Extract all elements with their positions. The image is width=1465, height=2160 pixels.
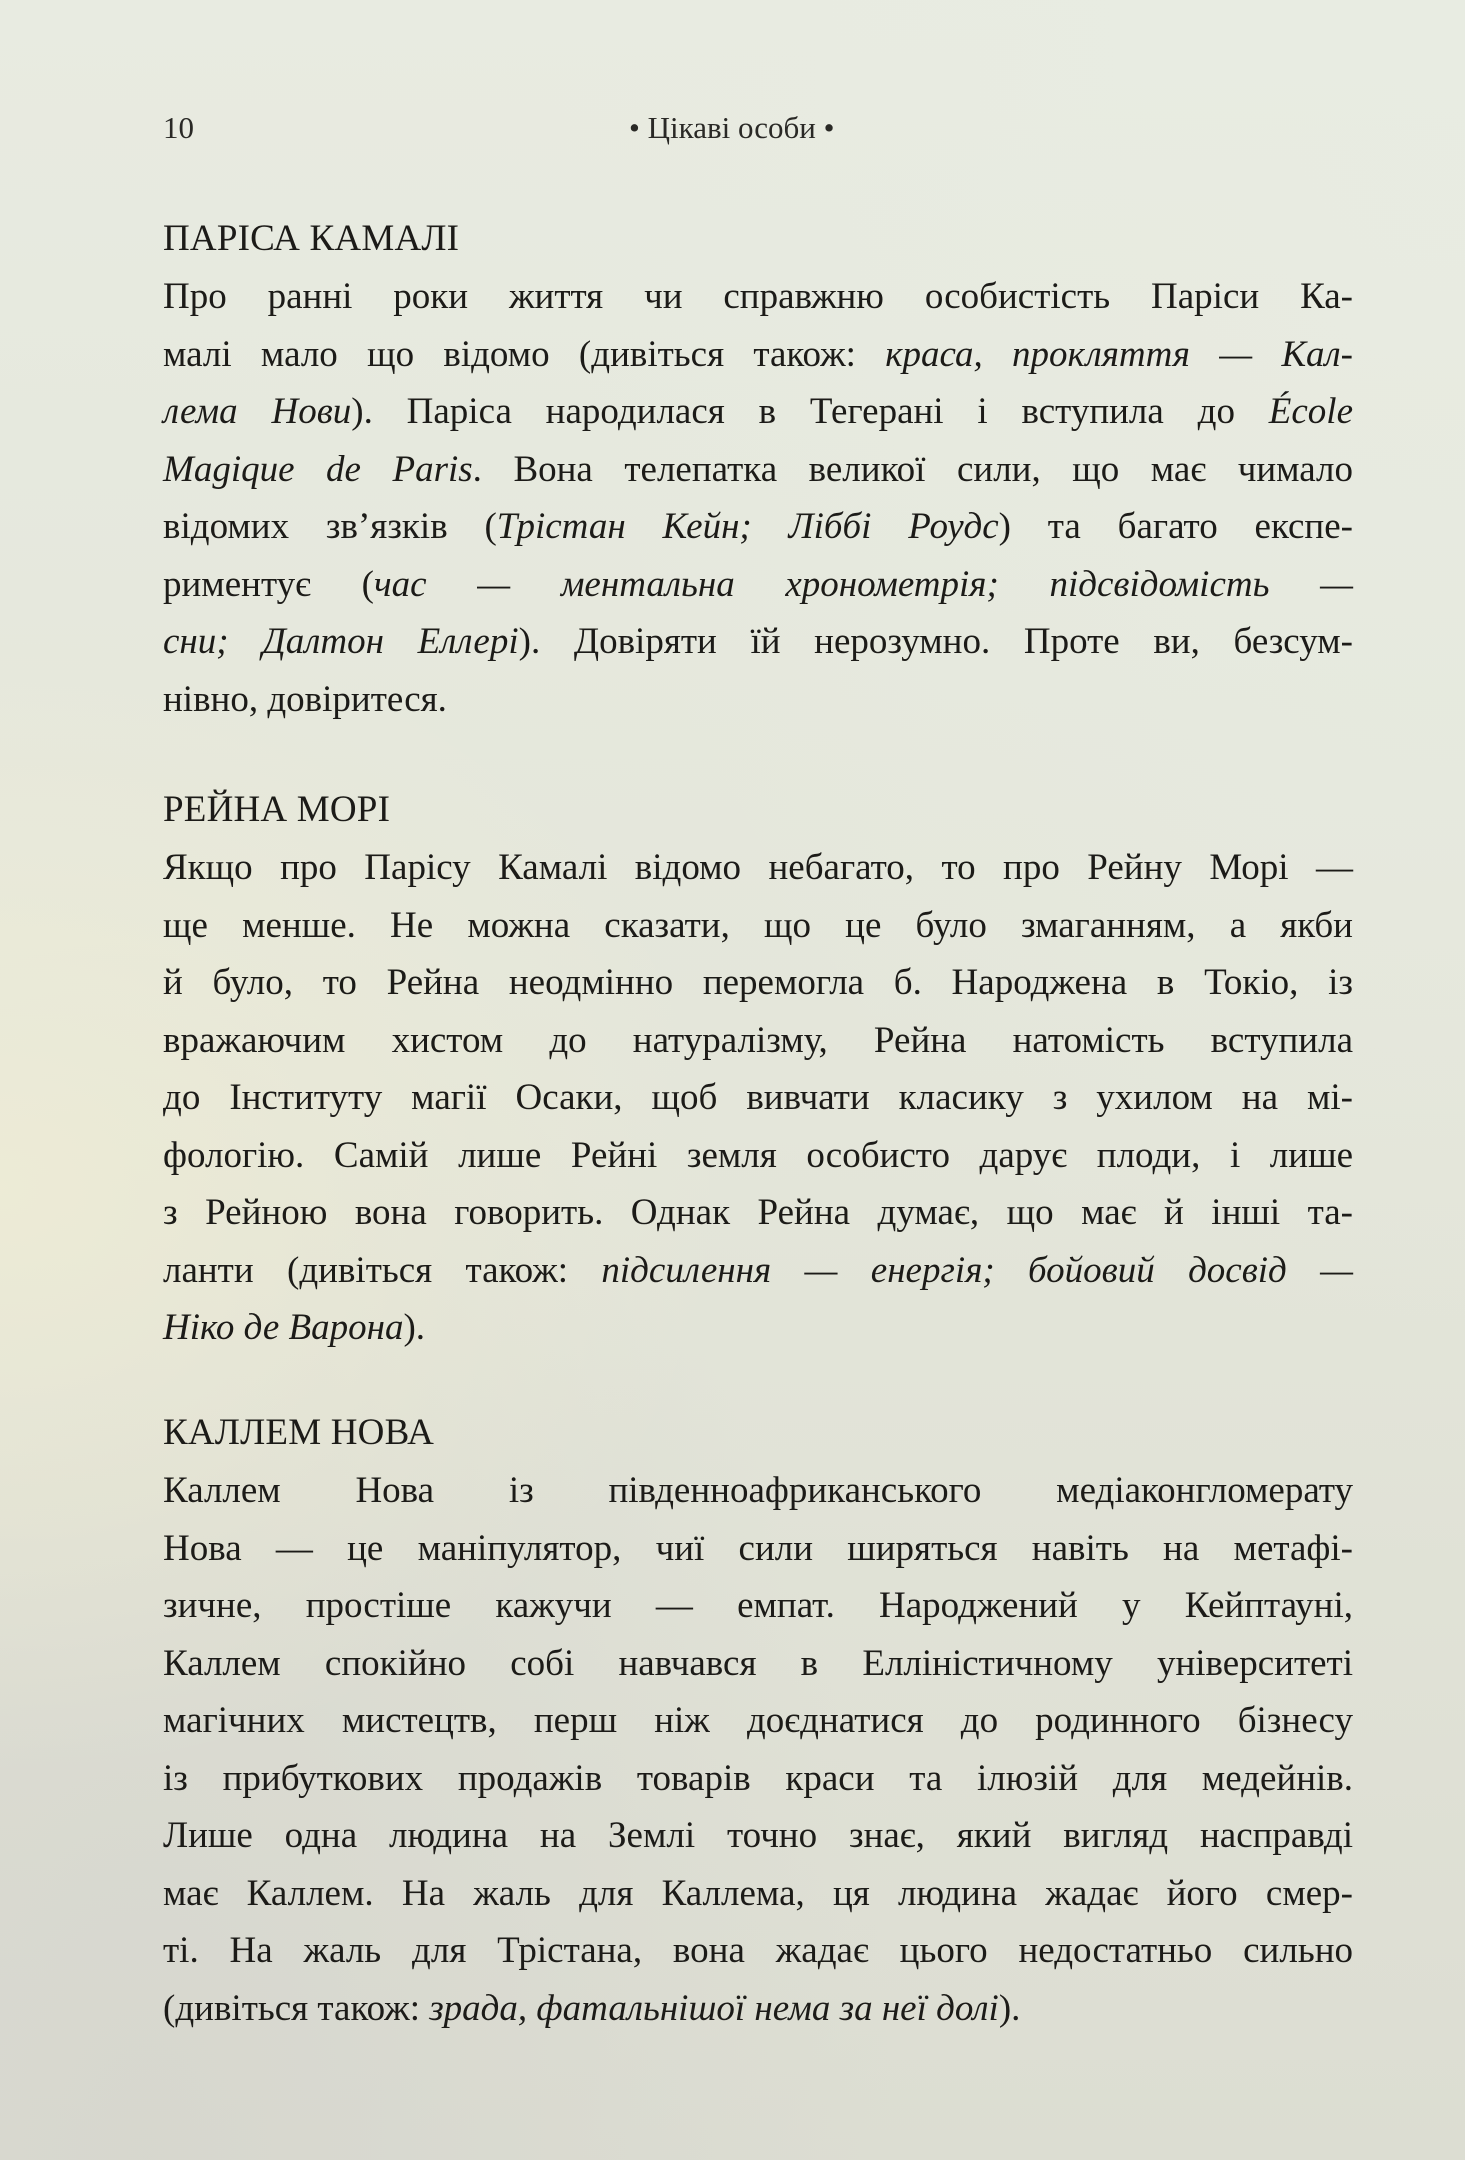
entry-heading: РЕЙНА МОРІ <box>163 789 391 830</box>
text-run: з Рейною вона говорить. Однак Рейна думає, що має й інші та- <box>163 1192 1353 1233</box>
text-run: Нова — це маніпулятор, чиї сили ширяться навіть на метафі- <box>163 1527 1353 1569</box>
text-line <box>163 1242 1353 1300</box>
text-run: із прибуткових продажів товарів краси та ілюзій для медейнів. <box>163 1757 1353 1799</box>
text-run: . Вона телепатка великої сили, що має чимало <box>472 448 1354 490</box>
italic-run: час — ментальна хронометрія; підсвідомість — <box>374 563 1353 605</box>
entry-heading: КАЛЛЕМ НОВА <box>163 1412 435 1453</box>
text-line <box>163 556 1353 614</box>
entry-body <box>163 1462 1353 2037</box>
text-line <box>163 1980 1353 2038</box>
text-line <box>163 1865 1353 1923</box>
text-run: малі мало що відомо (дивіться також: <box>163 333 886 375</box>
page-number: 10 <box>163 110 194 145</box>
entry-callum-nova <box>163 1404 1353 2037</box>
text-line <box>163 897 1353 955</box>
text-run: зичне, простіше кажучи — емпат. Народжений у Кейптауні, <box>163 1585 1353 1626</box>
italic-run: сни; Далтон Еллері <box>163 621 519 662</box>
text-run: Лише одна людина на Землі точно знає, який вигляд насправді <box>163 1815 1353 1856</box>
text-line <box>163 326 1353 384</box>
text-run: ). Паріса народилася в Тегерані і вступила до <box>351 391 1269 432</box>
text-run: ) та багато експе- <box>998 506 1353 547</box>
text-run: нівно, довіритеся. <box>163 678 447 720</box>
entry-reina-mori <box>163 781 1353 1357</box>
text-run: ще менше. Не можна сказати, що це було змаганням, а якби <box>163 904 1353 946</box>
text-run: ланти (дивіться також: <box>163 1249 602 1291</box>
text-line <box>163 268 1353 326</box>
text-line <box>163 1577 1353 1635</box>
section-title: • Цікаві особи • <box>629 110 835 145</box>
text-line <box>163 1069 1353 1127</box>
italic-run: Magique de Paris <box>163 448 473 490</box>
text-line <box>163 613 1353 671</box>
text-line <box>163 1012 1353 1070</box>
text-run: фологію. Самій лише Рейні земля особисто дарує плоди, і лише <box>163 1134 1353 1176</box>
text-run: ). <box>998 1987 1021 2029</box>
text-run: до Інституту магії Осаки, щоб вивчати класику з ухилом на мі- <box>163 1077 1353 1118</box>
text-run: Про ранні роки життя чи справжню особистість Паріси Ка- <box>163 276 1353 317</box>
italic-run: Трістан Кейн; Ліббі Роудс <box>496 506 999 547</box>
entry-heading: ПАРІСА КАМАЛІ <box>163 218 460 259</box>
text-line <box>163 1922 1353 1980</box>
text-line <box>163 1184 1353 1242</box>
text-line <box>163 954 1353 1012</box>
running-head <box>163 110 1353 150</box>
italic-run: Ніко де Варона <box>163 1307 404 1348</box>
italic-run: підсилення — енергія; бойовий досвід — <box>601 1249 1353 1291</box>
entry-body <box>163 839 1353 1357</box>
italic-run: École <box>1268 391 1353 432</box>
text-run: риментує ( <box>163 563 374 605</box>
text-run: Каллем Нова із південноафриканського медіаконгломерату <box>163 1470 1353 1511</box>
text-run: (дивіться також: <box>163 1987 430 2029</box>
italic-run: лема Нови <box>163 391 352 432</box>
text-run: відомих зв’язків ( <box>163 506 497 547</box>
text-line <box>163 1692 1353 1750</box>
text-run: вражаючим хистом до натуралізму, Рейна натомість вступила <box>163 1019 1353 1061</box>
text-run: має Каллем. На жаль для Каллема, ця людина жадає його смер- <box>163 1872 1353 1914</box>
text-line <box>163 383 1353 441</box>
entry-parisa-kamali <box>163 210 1353 728</box>
text-line <box>163 441 1353 499</box>
text-line <box>163 1127 1353 1185</box>
text-line <box>163 1462 1353 1520</box>
text-run: ті. На жаль для Трістана, вона жадає цього недостатньо сильно <box>163 1930 1353 1971</box>
text-line <box>163 1807 1353 1865</box>
italic-run: зрада, фатальнішої нема за неї долі <box>429 1987 999 2029</box>
text-run: магічних мистецтв, перш ніж доєднатися до родинного бізнесу <box>163 1700 1353 1741</box>
text-run: Якщо про Парісу Камалі відомо небагато, то про Рейну Морі — <box>163 847 1353 888</box>
text-run: ). <box>403 1307 426 1348</box>
text-run: й було, то Рейна неодмінно перемогла б. Народжена в Токіо, із <box>163 962 1353 1003</box>
text-line <box>163 671 1353 729</box>
text-run: Каллем спокійно собі навчався в Елліністичному університеті <box>163 1642 1353 1684</box>
text-line <box>163 1635 1353 1693</box>
text-line <box>163 839 1353 897</box>
text-run: ). Довіряти їй нерозумно. Проте ви, безсум- <box>518 621 1353 662</box>
text-line <box>163 1520 1353 1578</box>
text-line <box>163 498 1353 556</box>
italic-run: краса, прокляття — Кал- <box>885 333 1353 375</box>
text-line <box>163 1299 1353 1357</box>
text-line <box>163 1750 1353 1808</box>
entry-body <box>163 268 1353 728</box>
